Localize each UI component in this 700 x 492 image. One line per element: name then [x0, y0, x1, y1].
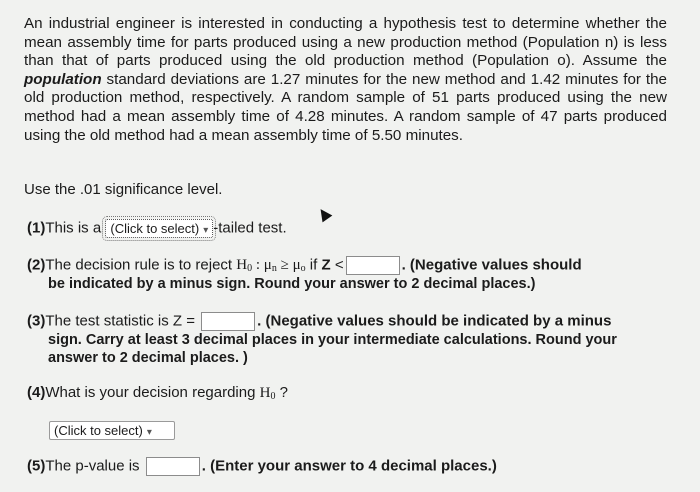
z-symbol: Z	[321, 256, 331, 274]
chevron-down-icon: ▾	[203, 225, 209, 236]
significance-text: Use the .01 significance level.	[24, 181, 223, 198]
q3-note-3: answer to 2 decimal places. )	[48, 350, 248, 366]
q4-h0	[260, 385, 276, 401]
lt-symbol: <	[334, 256, 344, 274]
intro-text-2: standard deviations are 1.27 minutes for the new method and 1.42 minutes for the old production method, respectively. A random sample of 51 parts produced using the new method had a mean assembly time of 4.28 minutes. A random sample of 47 parts produced using the old method had a mean assembly time of 5.50 minutes.	[24, 70, 667, 144]
mouse-cursor-icon	[316, 206, 333, 223]
question-1	[27, 219, 287, 238]
decision-select-label: (Click to select)	[54, 423, 143, 438]
q2-note-1: . (Negative values should	[401, 256, 582, 274]
problem-statement	[24, 15, 667, 145]
tail-select-label: (Click to select)	[110, 221, 200, 236]
mu-n-subscript: n	[271, 263, 277, 275]
q3-note-2: sign. Carry at least 3 decimal places in your intermediate calculations. Round your	[48, 332, 617, 348]
q2-hypothesis	[236, 257, 305, 273]
intro-bold-word: population	[24, 70, 102, 88]
q4-pre: What is your decision regarding	[45, 384, 256, 401]
q5-number: (5)	[27, 457, 46, 475]
ge-symbol: ≥	[280, 257, 289, 274]
q4-h0-subscript: 0	[270, 391, 276, 402]
q2-pre: The decision rule is to reject	[45, 256, 233, 274]
q1-post: -tailed test.	[213, 219, 287, 237]
decision-select-wrap	[49, 421, 175, 440]
p-value-input[interactable]	[146, 457, 200, 476]
if-text: if	[309, 256, 318, 274]
q5-note: . (Enter your answer to 4 decimal places.)	[201, 457, 497, 475]
mu-o-subscript: o	[300, 263, 306, 275]
h0-symbol: H	[236, 257, 248, 274]
intro-text-1: An industrial engineer is interested in conducting a hypothesis test to determine whether the mean assembly time for parts produced using a new production method (Population n) is less than that of parts produced using the old production method (Population o). Assume the	[24, 15, 667, 70]
q3-note-1: . (Negative values should be indicated by a minus	[257, 312, 612, 330]
question-3	[27, 312, 611, 331]
critical-value-input[interactable]	[346, 256, 400, 275]
question-2	[27, 256, 582, 275]
q1-number: (1)	[27, 219, 46, 237]
q1-pre: This is a	[45, 219, 102, 237]
q5-pre: The p-value is	[45, 457, 140, 475]
mu-o-symbol: μ	[292, 257, 301, 274]
decision-select[interactable]	[49, 421, 175, 440]
chevron-down-icon: ▾	[146, 427, 152, 438]
q4-number: (4)	[27, 384, 46, 401]
q2-number: (2)	[27, 256, 46, 274]
question-4	[27, 384, 288, 402]
q4-question-mark: ?	[279, 384, 288, 401]
tail-select[interactable]	[105, 219, 213, 238]
mu-n-symbol: μ	[263, 257, 272, 274]
test-statistic-input[interactable]	[201, 312, 255, 331]
colon: :	[255, 257, 261, 274]
q2-note-2: be indicated by a minus sign. Round your answer to 2 decimal places.)	[48, 276, 536, 292]
h0-subscript: 0	[247, 263, 253, 275]
question-5	[27, 457, 497, 476]
q4-h0-symbol: H	[259, 385, 271, 401]
q3-pre: The test statistic is Z =	[45, 312, 195, 330]
q3-number: (3)	[27, 312, 46, 330]
